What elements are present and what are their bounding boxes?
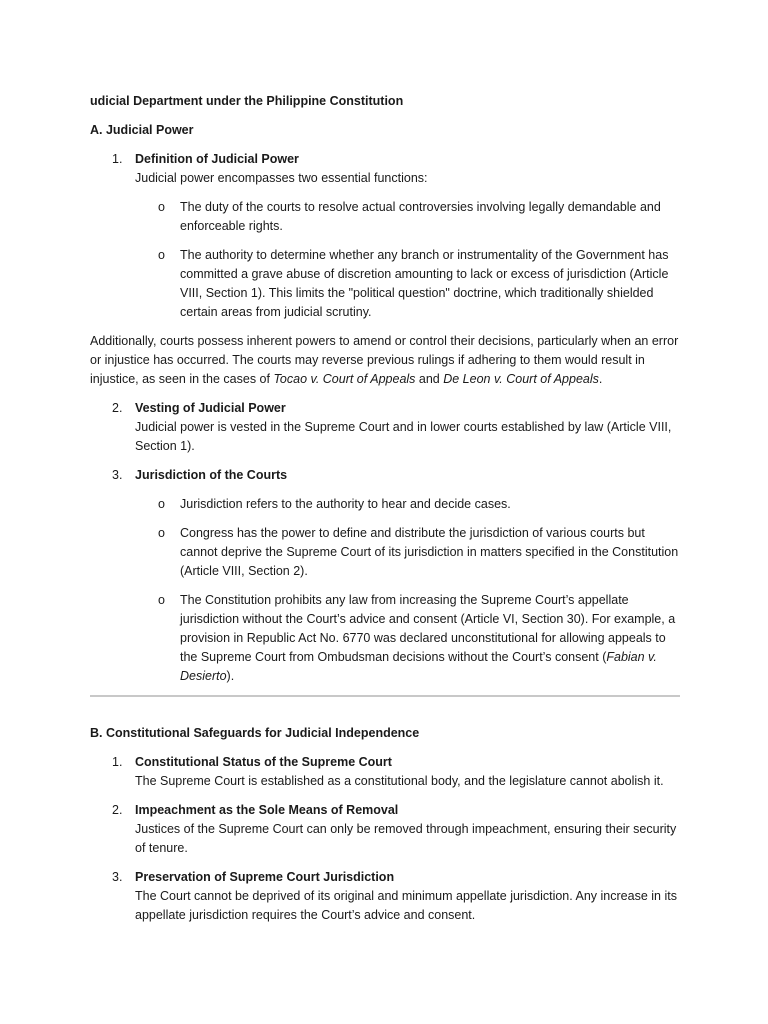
item-title: Preservation of Supreme Court Jurisdiction [135, 870, 395, 884]
document-page [90, 92, 680, 925]
list-item [90, 591, 680, 686]
item-intro: Judicial power encompasses two essential functions: [135, 171, 428, 185]
item-text: Justices of the Supreme Court can only be removed through impeachment, ensuring their security of tenure. [135, 822, 677, 855]
item-text: Judicial power is vested in the Supreme Court and in lower courts established by law (Article VIII, Section 1). [135, 420, 672, 453]
bullet-mark: o [158, 526, 165, 540]
item-title: Impeachment as the Sole Means of Removal [135, 803, 399, 817]
section-b-item-1 [90, 753, 680, 791]
paragraph-text: . [598, 372, 603, 386]
item-title: Vesting of Judicial Power [135, 401, 286, 415]
bullet-mark: o [158, 200, 165, 214]
section-b-heading: B. Constitutional Safeguards for Judicial Independence [90, 726, 420, 740]
item-number: 3. [112, 870, 123, 884]
bullet-mark: o [158, 248, 165, 262]
bullet-list [135, 495, 680, 686]
case-citation: De Leon v. Court of Appeals [443, 372, 599, 386]
item-number: 2. [112, 803, 123, 817]
item-number: 3. [112, 468, 123, 482]
case-citation: Fabian v. Desierto [180, 650, 657, 683]
horizontal-divider [90, 695, 680, 697]
bullet-text-part: ). [226, 669, 235, 683]
list-item [90, 198, 680, 236]
list-item [90, 524, 680, 581]
section-a-heading: A. Judicial Power [90, 123, 194, 137]
paragraph-text: Additionally, courts possess inherent powers to amend or control their decisions, particularly when an error or injustice has occurred. The courts may reverse previous rulings if adhering to them would result in injustice, as seen in the cases of [90, 334, 679, 386]
bullet-text [180, 593, 675, 683]
item-number: 1. [112, 755, 123, 769]
case-citation: Tocao v. Court of Appeals [273, 372, 416, 386]
item-text: The Court cannot be deprived of its original and minimum appellate jurisdiction. Any increase in its appellate jurisdiction requires the Court’s advice and consent. [135, 889, 677, 922]
item-title: Constitutional Status of the Supreme Court [135, 755, 392, 769]
list-item [90, 495, 680, 514]
bullet-text: The authority to determine whether any branch or instrumentality of the Government has committed a grave abuse of discretion amounting to lack or excess of jurisdiction (Article VIII, Section 1). This limits the "political question" doctrine, which traditionally shielded certain areas from judicial scrutiny. [180, 248, 669, 319]
item-number: 2. [112, 401, 123, 415]
item-number: 1. [112, 152, 123, 166]
section-a-item-3 [90, 466, 680, 686]
bullet-text: The duty of the courts to resolve actual controversies involving legally demandable and enforceable rights. [180, 200, 661, 233]
bullet-list [135, 198, 680, 322]
bullet-text: Jurisdiction refers to the authority to hear and decide cases. [180, 497, 511, 511]
list-item [90, 246, 680, 322]
bullet-mark: o [158, 593, 165, 607]
document-title: udicial Department under the Philippine Constitution [90, 94, 404, 108]
bullet-text-part: The Constitution prohibits any law from increasing the Supreme Court’s appellate jurisdiction without the Court’s advice and consent (Article VI, Section 30). For example, a provision in Republic Act No. 6770 was declared unconstitutional for allowing appeals to the Supreme Court from Ombudsman decisions without the Court’s consent ( [180, 593, 676, 664]
section-b-item-2 [90, 801, 680, 858]
section-b-item-3 [90, 868, 680, 925]
item-text: The Supreme Court is established as a constitutional body, and the legislature cannot abolish it. [135, 774, 664, 788]
bullet-mark: o [158, 497, 165, 511]
section-a-item-2 [90, 399, 680, 456]
section-a-item-1 [90, 150, 680, 322]
bullet-text: Congress has the power to define and distribute the jurisdiction of various courts but cannot deprive the Supreme Court of its jurisdiction in matters specified in the Constitution (Article VIII, Section 2). [180, 526, 679, 578]
paragraph-text: and [415, 372, 444, 386]
item-title: Definition of Judicial Power [135, 152, 299, 166]
additional-paragraph [90, 332, 680, 389]
item-title: Jurisdiction of the Courts [135, 468, 288, 482]
